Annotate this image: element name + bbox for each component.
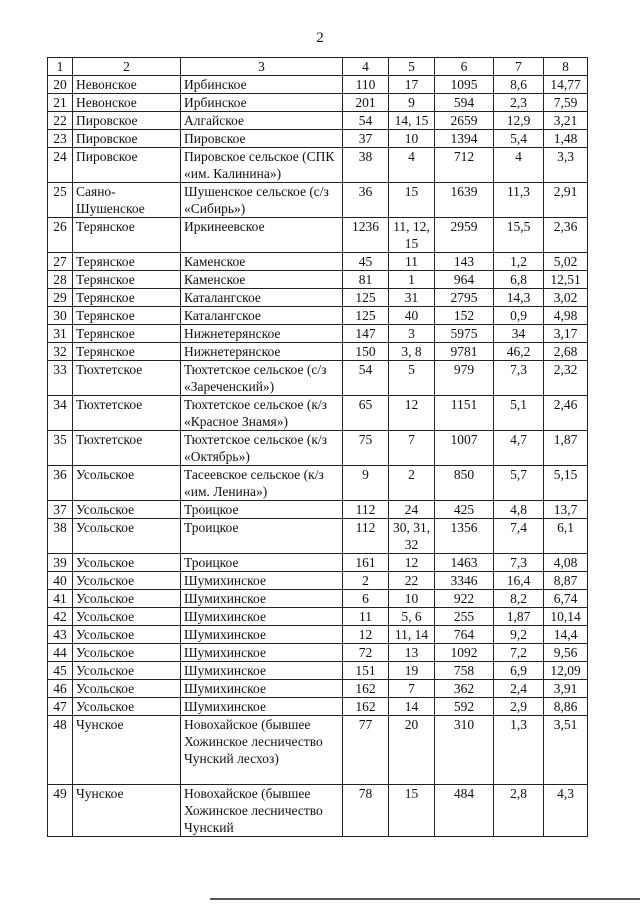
cell-c8: 1,87	[544, 431, 588, 466]
table-row	[48, 307, 588, 325]
cell-c4: 6	[343, 590, 389, 608]
cell-c7: 1,3	[494, 716, 544, 785]
cell-c6: 1151	[435, 396, 494, 431]
cell-c8: 6,74	[544, 590, 588, 608]
cell-c4: 125	[343, 289, 389, 307]
cell-c6: 1639	[435, 183, 494, 218]
table-row	[48, 662, 588, 680]
cell-c7: 1,87	[494, 608, 544, 626]
table-row	[48, 396, 588, 431]
cell-forestry: Шумихинское	[181, 608, 343, 626]
cell-c4: 162	[343, 698, 389, 716]
cell-c5: 11, 12, 15	[389, 218, 435, 253]
cell-c7: 5,7	[494, 466, 544, 501]
cell-c5: 9	[389, 94, 435, 112]
cell-forestry: Ирбинское	[181, 76, 343, 94]
cell-c8: 4,3	[544, 785, 588, 837]
table-row	[48, 431, 588, 466]
cell-c6: 2795	[435, 289, 494, 307]
cell-c6: 712	[435, 148, 494, 183]
cell-district: Усольское	[73, 644, 181, 662]
cell-forestry: Каменское	[181, 253, 343, 271]
cell-n: 20	[48, 76, 73, 94]
cell-n: 48	[48, 716, 73, 785]
cell-c6: 1356	[435, 519, 494, 554]
cell-district: Терянское	[73, 289, 181, 307]
cell-c7: 0,9	[494, 307, 544, 325]
cell-n: 49	[48, 785, 73, 837]
cell-c8: 8,86	[544, 698, 588, 716]
cell-district: Тюхтетское	[73, 361, 181, 396]
cell-n: 34	[48, 396, 73, 431]
cell-c6: 1092	[435, 644, 494, 662]
cell-n: 40	[48, 572, 73, 590]
cell-district: Усольское	[73, 590, 181, 608]
cell-n: 44	[48, 644, 73, 662]
cell-district: Невонское	[73, 94, 181, 112]
table-row	[48, 644, 588, 662]
page-number: 2	[316, 30, 324, 46]
cell-c8: 7,59	[544, 94, 588, 112]
cell-c7: 6,8	[494, 271, 544, 289]
cell-n: 35	[48, 431, 73, 466]
cell-c4: 37	[343, 130, 389, 148]
cell-forestry: Троицкое	[181, 554, 343, 572]
cell-c4: 54	[343, 112, 389, 130]
cell-c6: 594	[435, 94, 494, 112]
cell-c5: 20	[389, 716, 435, 785]
table-row	[48, 716, 588, 785]
cell-district: Терянское	[73, 253, 181, 271]
cell-c8: 4,08	[544, 554, 588, 572]
table-row	[48, 218, 588, 253]
cell-c5: 2	[389, 466, 435, 501]
cell-c5: 13	[389, 644, 435, 662]
cell-c5: 11, 14	[389, 626, 435, 644]
cell-n: 28	[48, 271, 73, 289]
cell-c6: 9781	[435, 343, 494, 361]
cell-c4: 65	[343, 396, 389, 431]
cell-forestry: Нижнетерянское	[181, 343, 343, 361]
cell-c7: 2,4	[494, 680, 544, 698]
forestry-data-table	[47, 57, 588, 837]
cell-c5: 12	[389, 396, 435, 431]
cell-c8: 1,48	[544, 130, 588, 148]
cell-n: 22	[48, 112, 73, 130]
cell-c5: 17	[389, 76, 435, 94]
cell-c4: 112	[343, 519, 389, 554]
table-row	[48, 785, 588, 837]
cell-forestry: Шушенское сельское (с/з «Сибирь»)	[181, 183, 343, 218]
cell-c7: 16,4	[494, 572, 544, 590]
cell-n: 31	[48, 325, 73, 343]
cell-forestry: Шумихинское	[181, 680, 343, 698]
cell-forestry: Тюхтетское сельское (к/з «Октябрь»)	[181, 431, 343, 466]
cell-forestry: Тюхтетское сельское (с/з «Зареченский»)	[181, 361, 343, 396]
cell-c6: 484	[435, 785, 494, 837]
table-row	[48, 271, 588, 289]
cell-district: Невонское	[73, 76, 181, 94]
cell-c4: 81	[343, 271, 389, 289]
cell-c8: 2,36	[544, 218, 588, 253]
table-row	[48, 253, 588, 271]
cell-n: 26	[48, 218, 73, 253]
cell-c8: 12,51	[544, 271, 588, 289]
cell-district: Усольское	[73, 662, 181, 680]
cell-forestry: Шумихинское	[181, 698, 343, 716]
cell-n: 30	[48, 307, 73, 325]
cell-c5: 11	[389, 253, 435, 271]
cell-c8: 13,7	[544, 501, 588, 519]
cell-c6: 143	[435, 253, 494, 271]
table-row	[48, 590, 588, 608]
table-row	[48, 325, 588, 343]
cell-c7: 4,7	[494, 431, 544, 466]
cell-c4: 125	[343, 307, 389, 325]
cell-c6: 1463	[435, 554, 494, 572]
cell-c4: 77	[343, 716, 389, 785]
cell-forestry: Тюхтетское сельское (к/з «Красное Знамя»)	[181, 396, 343, 431]
header-cell: 3	[181, 58, 343, 76]
cell-c5: 22	[389, 572, 435, 590]
cell-c5: 14	[389, 698, 435, 716]
cell-c7: 7,4	[494, 519, 544, 554]
cell-c8: 2,91	[544, 183, 588, 218]
cell-c4: 45	[343, 253, 389, 271]
cell-district: Пировское	[73, 112, 181, 130]
cell-c8: 5,15	[544, 466, 588, 501]
cell-c5: 3	[389, 325, 435, 343]
cell-c5: 10	[389, 130, 435, 148]
cell-c5: 12	[389, 554, 435, 572]
cell-n: 25	[48, 183, 73, 218]
cell-district: Усольское	[73, 519, 181, 554]
cell-c8: 3,51	[544, 716, 588, 785]
cell-forestry: Шумихинское	[181, 626, 343, 644]
cell-c6: 1394	[435, 130, 494, 148]
header-row	[48, 58, 588, 76]
bottom-rule	[210, 898, 640, 900]
header-cell: 4	[343, 58, 389, 76]
table-row	[48, 698, 588, 716]
cell-district: Терянское	[73, 271, 181, 289]
cell-n: 46	[48, 680, 73, 698]
cell-c6: 1007	[435, 431, 494, 466]
cell-n: 41	[48, 590, 73, 608]
cell-c6: 1095	[435, 76, 494, 94]
cell-c5: 5, 6	[389, 608, 435, 626]
cell-c4: 1236	[343, 218, 389, 253]
cell-district: Терянское	[73, 218, 181, 253]
cell-c5: 15	[389, 785, 435, 837]
cell-c7: 5,4	[494, 130, 544, 148]
table-body	[48, 76, 588, 837]
cell-c4: 78	[343, 785, 389, 837]
table-row	[48, 519, 588, 554]
cell-n: 42	[48, 608, 73, 626]
table-row	[48, 289, 588, 307]
cell-c7: 7,3	[494, 361, 544, 396]
cell-c7: 11,3	[494, 183, 544, 218]
cell-c7: 1,2	[494, 253, 544, 271]
cell-forestry: Каталангское	[181, 289, 343, 307]
cell-c7: 12,9	[494, 112, 544, 130]
cell-c8: 4,98	[544, 307, 588, 325]
cell-c5: 10	[389, 590, 435, 608]
cell-n: 33	[48, 361, 73, 396]
cell-forestry: Алгайское	[181, 112, 343, 130]
cell-district: Терянское	[73, 325, 181, 343]
cell-district: Чунское	[73, 785, 181, 837]
cell-c6: 964	[435, 271, 494, 289]
table-row	[48, 94, 588, 112]
cell-c5: 1	[389, 271, 435, 289]
cell-c8: 12,09	[544, 662, 588, 680]
cell-n: 43	[48, 626, 73, 644]
cell-district: Пировское	[73, 148, 181, 183]
cell-forestry: Новохайское (бывшее Хожинское лесничество Чунский	[181, 785, 343, 837]
cell-c6: 592	[435, 698, 494, 716]
cell-c4: 112	[343, 501, 389, 519]
cell-district: Усольское	[73, 680, 181, 698]
cell-c8: 2,68	[544, 343, 588, 361]
header-cell: 8	[544, 58, 588, 76]
cell-c8: 3,17	[544, 325, 588, 343]
header-cell: 5	[389, 58, 435, 76]
cell-n: 38	[48, 519, 73, 554]
cell-c7: 6,9	[494, 662, 544, 680]
cell-c8: 3,21	[544, 112, 588, 130]
cell-c8: 5,02	[544, 253, 588, 271]
cell-c8: 10,14	[544, 608, 588, 626]
cell-district: Терянское	[73, 307, 181, 325]
cell-c7: 2,3	[494, 94, 544, 112]
cell-district: Усольское	[73, 501, 181, 519]
cell-forestry: Пировское сельское (СПК «им. Калинина»)	[181, 148, 343, 183]
cell-c5: 14, 15	[389, 112, 435, 130]
table-row	[48, 112, 588, 130]
cell-n: 47	[48, 698, 73, 716]
cell-c8: 2,46	[544, 396, 588, 431]
cell-forestry: Каменское	[181, 271, 343, 289]
cell-c4: 12	[343, 626, 389, 644]
cell-c4: 38	[343, 148, 389, 183]
cell-forestry: Нижнетерянское	[181, 325, 343, 343]
cell-c6: 979	[435, 361, 494, 396]
cell-c5: 30, 31, 32	[389, 519, 435, 554]
cell-c6: 922	[435, 590, 494, 608]
cell-n: 45	[48, 662, 73, 680]
cell-c8: 3,02	[544, 289, 588, 307]
cell-c6: 152	[435, 307, 494, 325]
cell-c7: 2,9	[494, 698, 544, 716]
cell-n: 24	[48, 148, 73, 183]
cell-c7: 7,3	[494, 554, 544, 572]
cell-c8: 8,87	[544, 572, 588, 590]
cell-c7: 46,2	[494, 343, 544, 361]
cell-c4: 147	[343, 325, 389, 343]
header-cell: 1	[48, 58, 73, 76]
header-cell: 2	[73, 58, 181, 76]
cell-forestry: Тасеевское сельское (к/з «им. Ленина»)	[181, 466, 343, 501]
cell-c8: 6,1	[544, 519, 588, 554]
cell-c4: 162	[343, 680, 389, 698]
cell-n: 39	[48, 554, 73, 572]
cell-district: Усольское	[73, 466, 181, 501]
cell-forestry: Шумихинское	[181, 662, 343, 680]
cell-c6: 2959	[435, 218, 494, 253]
cell-c5: 40	[389, 307, 435, 325]
cell-n: 29	[48, 289, 73, 307]
cell-c6: 850	[435, 466, 494, 501]
cell-c6: 758	[435, 662, 494, 680]
cell-district: Тюхтетское	[73, 431, 181, 466]
cell-c7: 5,1	[494, 396, 544, 431]
cell-c5: 15	[389, 183, 435, 218]
cell-district: Саяно-Шушенское	[73, 183, 181, 218]
cell-c4: 161	[343, 554, 389, 572]
cell-district: Тюхтетское	[73, 396, 181, 431]
cell-c6: 362	[435, 680, 494, 698]
cell-n: 37	[48, 501, 73, 519]
cell-district: Усольское	[73, 698, 181, 716]
cell-c5: 24	[389, 501, 435, 519]
cell-c8: 3,3	[544, 148, 588, 183]
cell-district: Усольское	[73, 626, 181, 644]
table-row	[48, 148, 588, 183]
cell-c7: 15,5	[494, 218, 544, 253]
cell-c6: 3346	[435, 572, 494, 590]
table-row	[48, 183, 588, 218]
cell-n: 21	[48, 94, 73, 112]
table-row	[48, 361, 588, 396]
cell-c7: 4,8	[494, 501, 544, 519]
table-row	[48, 76, 588, 94]
table-row	[48, 572, 588, 590]
cell-c6: 310	[435, 716, 494, 785]
cell-forestry: Шумихинское	[181, 644, 343, 662]
cell-c4: 2	[343, 572, 389, 590]
cell-district: Чунское	[73, 716, 181, 785]
cell-c8: 2,32	[544, 361, 588, 396]
cell-c7: 34	[494, 325, 544, 343]
cell-c6: 5975	[435, 325, 494, 343]
cell-c4: 36	[343, 183, 389, 218]
cell-c7: 2,8	[494, 785, 544, 837]
cell-forestry: Шумихинское	[181, 572, 343, 590]
cell-c4: 54	[343, 361, 389, 396]
cell-c5: 7	[389, 431, 435, 466]
header-cell: 6	[435, 58, 494, 76]
cell-c4: 201	[343, 94, 389, 112]
table-row	[48, 626, 588, 644]
cell-district: Пировское	[73, 130, 181, 148]
cell-district: Усольское	[73, 554, 181, 572]
table-row	[48, 466, 588, 501]
table-row	[48, 680, 588, 698]
cell-c4: 151	[343, 662, 389, 680]
cell-c5: 5	[389, 361, 435, 396]
cell-forestry: Пировское	[181, 130, 343, 148]
cell-c6: 2659	[435, 112, 494, 130]
cell-c8: 3,91	[544, 680, 588, 698]
cell-c7: 14,3	[494, 289, 544, 307]
cell-c7: 7,2	[494, 644, 544, 662]
table-row	[48, 608, 588, 626]
cell-c4: 75	[343, 431, 389, 466]
cell-c6: 764	[435, 626, 494, 644]
cell-c7: 8,6	[494, 76, 544, 94]
cell-district: Терянское	[73, 343, 181, 361]
cell-c5: 4	[389, 148, 435, 183]
cell-c5: 3, 8	[389, 343, 435, 361]
cell-forestry: Троицкое	[181, 501, 343, 519]
cell-n: 23	[48, 130, 73, 148]
cell-n: 32	[48, 343, 73, 361]
header-cell: 7	[494, 58, 544, 76]
cell-c5: 7	[389, 680, 435, 698]
cell-forestry: Ирбинское	[181, 94, 343, 112]
cell-c7: 8,2	[494, 590, 544, 608]
cell-c5: 31	[389, 289, 435, 307]
table-row	[48, 501, 588, 519]
cell-forestry: Шумихинское	[181, 590, 343, 608]
cell-c4: 9	[343, 466, 389, 501]
cell-n: 27	[48, 253, 73, 271]
cell-district: Усольское	[73, 572, 181, 590]
cell-c6: 255	[435, 608, 494, 626]
cell-c4: 11	[343, 608, 389, 626]
cell-c8: 9,56	[544, 644, 588, 662]
cell-forestry: Иркинеевское	[181, 218, 343, 253]
table-row	[48, 343, 588, 361]
cell-c4: 72	[343, 644, 389, 662]
cell-c8: 14,77	[544, 76, 588, 94]
cell-n: 36	[48, 466, 73, 501]
table-row	[48, 130, 588, 148]
cell-c6: 425	[435, 501, 494, 519]
cell-forestry: Каталангское	[181, 307, 343, 325]
table-row	[48, 554, 588, 572]
cell-c7: 4	[494, 148, 544, 183]
cell-c4: 110	[343, 76, 389, 94]
cell-district: Усольское	[73, 608, 181, 626]
cell-forestry: Новохайское (бывшее Хожинское лесничество Чунский лесхоз)	[181, 716, 343, 785]
cell-c7: 9,2	[494, 626, 544, 644]
cell-c5: 19	[389, 662, 435, 680]
cell-c8: 14,4	[544, 626, 588, 644]
cell-c4: 150	[343, 343, 389, 361]
cell-forestry: Троицкое	[181, 519, 343, 554]
